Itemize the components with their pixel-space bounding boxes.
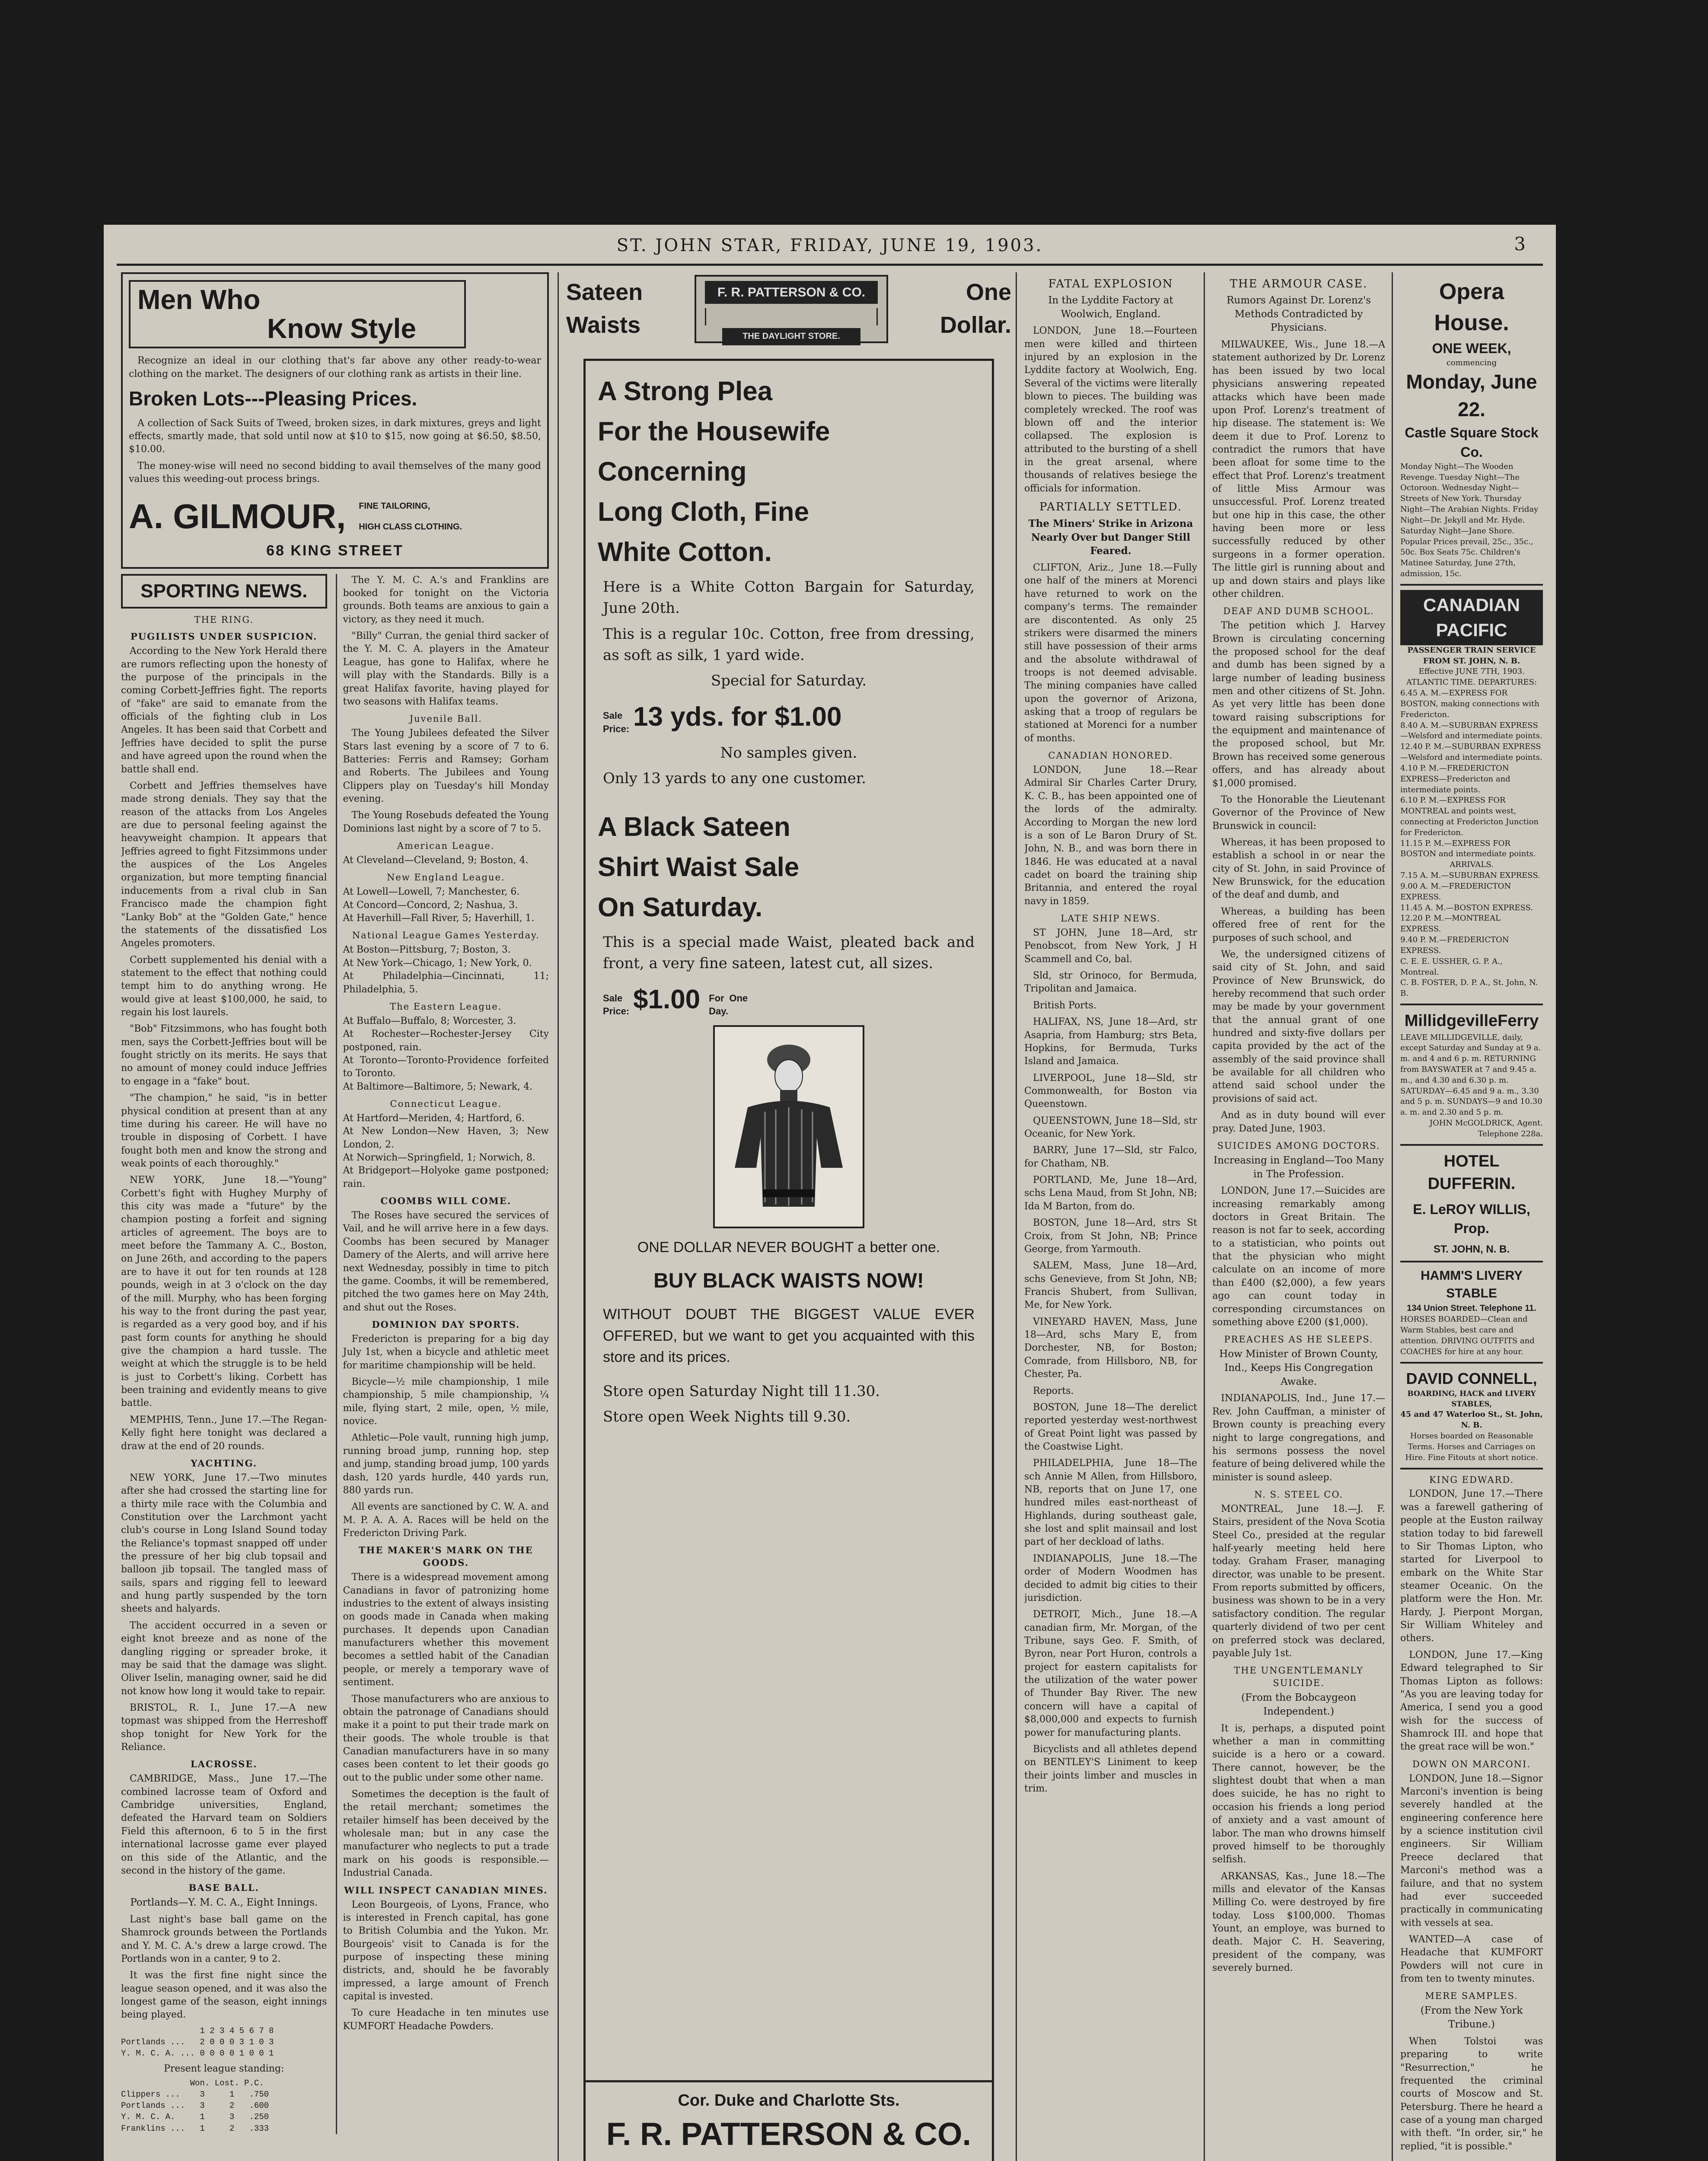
article-paragraph: NEW YORK, June 18.—"Young" Corbett's fight with Hughey Murphy of this city was made a "future" by the champion posting a forfeit and signing articles of agreement. The boys are to meet before the Tammany A. C., Boston, on June 26th, and according to the papers are to have it out for ten rounds at 128 pounds, weigh in at 3 o'clock on the day of the mill. Murphy, who has been forging his way to the front during the past year, is regarded as a very good boy, and if his past form counts for anything he should give the champion a hard tussle. The weight at which the struggle is to be held is just to Corbett's liking. Corbett has been training and evidently means to give battle.: [121, 1175, 327, 1409]
mere-head: MERE SAMPLES.: [1425, 1991, 1518, 2002]
price-note-2: For One Day.: [709, 993, 748, 1017]
hamm-ad: [1400, 1262, 1543, 1364]
result-line: At Lowell—Lowell, 7; Manchester, 6.: [343, 886, 520, 898]
result-line: At Hartford—Meriden, 4; Hartford, 6.: [343, 1112, 525, 1124]
result-line: At Cleveland—Cleveland, 9; Boston, 4.: [343, 855, 529, 866]
standing-head: Present league standing:: [164, 2063, 284, 2075]
suicide-sub: (From the Bobcaygeon Independent.): [1241, 1692, 1356, 1717]
no-samples: No samples given.: [720, 744, 857, 762]
train-departure: 12.40 P. M.—SUBURBAN EXPRESS—Welsford and intermediate points.: [1400, 742, 1542, 762]
train-departure: 11.15 P. M.—EXPRESS FOR BOSTON and intermediate points.: [1400, 838, 1536, 859]
result-line: At Haverhill—Fall River, 5; Haverhill, 1.: [343, 913, 535, 924]
wanted-para: WANTED—A case of Headache that KUMFORT Powders will not cure in from ten to twenty minutes.: [1400, 1934, 1543, 1985]
article-paragraph: We, the undersigned citizens of said city of St. John, and said Province of New Brunswick, do hereby recommend that such order may be made by your government that the annual grant of one hundred and sixty-five dollars per capita provided by the act of the assembly of the said province shall be available for all children who attend said school under the provisions of said act.: [1212, 949, 1385, 1104]
cp-effective: Effective JUNE 7TH, 1903.: [1418, 667, 1525, 676]
headline-2: [586, 807, 992, 928]
lacrosse-head: LACROSSE.: [190, 1759, 258, 1770]
article-paragraph: Corbett and Jeffries themselves have made strong denials. They say that the reason of the attacks from Los Angeles are due to personal feeling against the heavyweight champion. It appears that Jeffries agreed to fight Fitzsimmons under the auspices of the Los Angeles organization, but more tempting financial inducements from a rival club in San Francisco made the champion fight "Lanky Bob" at the "Golden Gate," hence the statements of the dissatisfied Los Angeles promoters.: [121, 780, 327, 949]
result-line: At Baltimore—Baltimore, 5; Newark, 4.: [343, 1081, 532, 1092]
suicides-para: LONDON, June 17.—Suicides are increasing remarkably among doctors in Great Britain. The reason is not far to seek, according to a statistician, who points out that the physician who might calculate on an income of more than £400 ($2,000), a few years ago can count today in corresponding circumstances on something above £200 ($1,000).: [1212, 1186, 1385, 1328]
opera-commencing: commencing: [1446, 358, 1497, 367]
ship-news-item: BOSTON, June 18—The derelict reported yesterday west-northwest of Great Point light was passed by the Coastwise Light.: [1024, 1402, 1197, 1452]
armour-para: MILWAUKEE, Wis., June 18.—A statement authorized by Dr. Lorenz has been issued by two local physicians answering repeated attacks which have been made upon Prof. Lorenz's treatment of hip disease. The statement is: We deem it due to Prof. Lorenz to contradict the rumors that have been afloat for some time to the effect that Prof. Lorenz's treatment of little Miss Armour was unsuccessful. Prof. Lorenz treated but one hip in this case, the other having been more or less successfully reduced by other surgeons in a former operation. The little girl is running about and up and down stairs and plays like other children.: [1212, 339, 1385, 599]
ship-news-item: Sld, str Orinoco, for Bermuda, Tripolitan and Jamaica.: [1024, 970, 1197, 994]
store-hours-1: Store open Saturday Night till 11.30.: [603, 1383, 880, 1400]
score-table: 1 2 3 4 5 6 7 8 Portlands ... 2 0 0 0 3 1 0 3 Y. M. C. A. ... 0 0 0 0 1 0 0 1: [121, 2026, 274, 2059]
cp-atlantic: ATLANTIC TIME. DEPARTURES:: [1406, 678, 1537, 687]
price-row-1: [603, 698, 975, 736]
juvenile-paragraphs: [343, 727, 549, 835]
ad-headline-line: White Cotton.: [598, 537, 772, 567]
ct-results: [343, 1112, 549, 1191]
masthead: ST. JOHN STAR, FRIDAY, JUNE 19, 1903.: [616, 236, 1043, 255]
ring-paragraphs: [121, 645, 327, 1453]
baseball-head: BASE BALL.: [188, 1882, 259, 1893]
ship-news-item: BARRY, June 17—Sld, str Falco, for Chatham, NB.: [1024, 1145, 1197, 1169]
without-doubt: WITHOUT DOUBT THE BIGGEST VALUE EVER OFFERED, but we want to get you acquainted with this store and its prices.: [603, 1306, 975, 1365]
dominion-head: DOMINION DAY SPORTS.: [372, 1319, 520, 1330]
train-arrival: 11.45 A. M.—BOSTON EXPRESS.: [1400, 903, 1533, 912]
connell-text: Horses boarded on Reasonable Terms. Horses and Carriages on Hire. Fine Fitouts at short notice.: [1405, 1431, 1538, 1462]
train-arrival: 12.20 P. M.—MONTREAL EXPRESS.: [1400, 914, 1501, 934]
article-paragraph: "The champion," he said, "is in better physical condition at present than at any time during his career. He will have no trouble in disposing of Corbett. I have fought both men and know the strong and weak points of each thoroughly.": [121, 1093, 327, 1169]
article-paragraph: Sometimes the deception is the fault of the retail merchant; sometimes the retailer himself has been deceived by the wholesale man; but in any case the manufacturer who neglects to put a trade mark on his goods is responsible.—Industrial Canada.: [343, 1789, 549, 1879]
article-paragraph: Whereas, it has been proposed to establish a school in or near the city of St. John, in said Province of New Brunswick, for the education of the deaf and dumb, and: [1212, 837, 1385, 901]
indy-para: INDIANAPOLIS, June 18.—The order of Modern Woodmen has decided to admit big cities to their jurisdiction.: [1024, 1553, 1197, 1603]
eastern-head: The Eastern League.: [390, 1001, 502, 1012]
article-paragraph: NEW YORK, June 17.—Two minutes after she had crossed the starting line for a thirty mile race with the Columbia and Constitution over the Larchmont yacht club's course in Long Island Sound today the Reliance's topmast snapped off under the pressure of her big club topsail and balloon jib topsail. The tangled mass of sails, spars and rigging fell to leeward and hung partly suspended by the torn sheets and halyards.: [121, 1472, 327, 1615]
cotton-body: Here is a White Cotton Bargain for Saturday, June 20th.: [603, 578, 975, 617]
article-paragraph: "Bob" Fitzsimmons, who has fought both men, says the Corbett-Jeffries bout will be fought strictly on its merits. He says that no amount of money could induce Jeffries to engage in a "fake" bout.: [121, 1023, 327, 1087]
ad-headline-line: A Strong Plea: [598, 376, 773, 406]
article-paragraph: The Young Rosebuds defeated the Young Dominions last night by a score of 7 to 5.: [343, 810, 549, 834]
ship-news-item: SALEM, Mass, June 18—Ard, schs Genevieve, from St John, NB; Francis Shubert, from Sullivan, Me, for New York.: [1024, 1260, 1197, 1311]
cp-sign-1: C. E. E. USSHER, G. P. A., Montreal.: [1400, 956, 1503, 977]
price-label-1: Sale Price:: [603, 710, 630, 734]
ferry-title: MillidgevilleFerry: [1404, 1012, 1539, 1030]
result-line: At Buffalo—Buffalo, 8; Worcester, 3.: [343, 1015, 516, 1026]
article-paragraph: Athletic—Pole vault, running high jump, running broad jump, running hop, step and jump, standing broad jump, 100 yards dash, 120 yards hurdle, 440 yards run, 880 yards run.: [343, 1432, 549, 1496]
ad-body-1: A collection of Sack Suits of Tweed, broken sizes, in dark mixtures, greys and light effects, smartly made, that sold until now at $10 to $15, now going at $6.50, $8.50, $10.00.: [129, 418, 541, 455]
result-line: At Norwich—Springfield, 1; Norwich, 8.: [343, 1152, 535, 1163]
logo-building-icon: [705, 308, 878, 325]
train-departure: 6.45 A. M.—EXPRESS FOR BOSTON, making connections with Fredericton.: [1400, 688, 1539, 719]
hamm-title: HAMM'S LIVERY STABLE: [1420, 1269, 1523, 1301]
article-paragraph: "Billy" Curran, the genial third sacker of the Y. M. C. A. players in the Amateur League, has gone to Halifax, where he will play with the Standards. Billy is a great Halifax favorite, having played for two seasons with Halifax teams.: [343, 631, 549, 707]
cotton-special: Special for Saturday.: [711, 672, 867, 690]
article-paragraph: CAMBRIDGE, Mass., June 17.—The combined lacrosse team of Oxford and Cambridge universities, England, defeated the Harvard team on Soldiers Field this afternoon, 6 to 5 in the first international lacrosse game ever played on this side of the Atlantic, and the second in the history of the game.: [121, 1773, 327, 1876]
steel-para: MONTREAL, June 18.—J. F. Stairs, president of the Nova Scotia Steel Co., presided at the regular half-yearly meeting held here today. Graham Fraser, managing director, was unable to be present. From reports submitted by officers, business was shown to be in a very satisfactory condition. The regular quarterly dividend of two per cent on preferred stock was declared, payable July 1st.: [1212, 1503, 1385, 1659]
detroit-para: DETROIT, Mich., June 18.—A canadian firm, Mr. Morgan, of the Tribune, says Geo. F. Smith, of Byron, near Port Huron, controls a project for eastern capitalists for the utilization of the water power of Thunder Bay River. The new concern will have a capital of $8,000,000 and expects to furnish power for manufacturing plants.: [1024, 1609, 1197, 1738]
train-departure: 4.10 P. M.—FREDERICTON EXPRESS—Fredericton and intermediate points.: [1400, 763, 1510, 794]
settled-sub: The Miners' Strike in Arizona Nearly Over but Danger Still Feared.: [1028, 517, 1193, 557]
explosion-para: LONDON, June 18.—Fourteen men were killed and thirteen injured by an explosion in the Lyddite factory at Woolwich, Eng. Several of the victims were literally blown to pieces. The building was completely wrecked. The roof was blown off and the interior collapsed. The explosion is attributed to the bursting of a shell in the great arsenal, where thousands of relatives besiege the officials for information.: [1024, 325, 1197, 494]
arkansas-para: ARKANSAS, Kas., June 18.—The mills and elevator of the Kansas Milling Co. were destroyed by fire today. Loss $100,000. Thomas Yount, an employe, was burned to death. Major C. H. Seavering, president of the company, was severely burned.: [1212, 1871, 1385, 1974]
ship-news-item: Reports.: [1033, 1385, 1074, 1396]
suicide-para: It is, perhaps, a disputed point whether a man in committing suicide is a hero or a coward. There cannot, however, be the slightest doubt that when a man does suicide, he has no right to occasion his friends a long period of anxiety and a vast amount of labor. The man who drowns himself proved himself to be thoroughly selfish.: [1212, 1723, 1385, 1865]
preaches-head: PREACHES AS HE SLEEPS.: [1224, 1334, 1373, 1345]
patterson-ad-box: [583, 359, 994, 2161]
ring-sub: PUGILISTS UNDER SUSPICION.: [131, 631, 318, 642]
ad-top-left: [566, 276, 643, 341]
dufferin-name: E. LeROY WILLIS, Prop.: [1413, 1201, 1530, 1236]
top-rule: [117, 264, 1543, 266]
ferry-sign: JOHN McGOLDRICK, Agent. Telephone 228a.: [1429, 1119, 1543, 1138]
article-paragraph: And as in duty bound will ever pray. Dated June, 1903.: [1212, 1110, 1385, 1134]
makers-paragraphs: [343, 1571, 549, 1880]
only-13: Only 13 yards to any one customer.: [603, 770, 867, 787]
ad-tag-2: HIGH CLASS CLOTHING.: [359, 522, 462, 532]
result-line: At Rochester—Rochester-Jersey City postponed, rain.: [343, 1029, 549, 1053]
ferry-ad: [1400, 1005, 1543, 1146]
bicyclists-para: Bicyclists and all athletes depend on BENTLEY'S Liniment to keep their joints limber and muscles in trim.: [1024, 1743, 1197, 1794]
ad-top-left-2: Waists: [566, 312, 641, 338]
ad-headline: Broken Lots---Pleasing Prices.: [129, 387, 417, 410]
cotton-body-2: This is a regular 10c. Cotton, free from dressing, as soft as silk, 1 yard wide.: [603, 625, 975, 664]
ct-head: Connecticut League.: [390, 1099, 502, 1109]
ship-news-item: PORTLAND, Me, June 18—Ard, schs Lena Maud, from St John, NB; Ida M Barton, from do.: [1024, 1175, 1197, 1212]
headache-cure: To cure Headache in ten minutes use KUMFORT Headache Powders.: [343, 2008, 549, 2032]
preaches-sub: How Minister of Brown County, Ind., Keeps His Congregation Awake.: [1219, 1348, 1378, 1387]
baseball-paragraphs: [121, 1913, 327, 2022]
price-label-2: Sale Price:: [603, 993, 630, 1017]
gilmour-ad: [121, 272, 549, 569]
article-paragraph: MEMPHIS, Tenn., June 17.—The Regan-Kelly fight here tonight was declared a draw at the end of 20 rounds.: [121, 1414, 327, 1452]
train-departure: 6.10 P. M.—EXPRESS FOR MONTREAL and points west, connecting at Fredericton Junction for Fredericton.: [1400, 796, 1539, 837]
ad-top-left-1: Sateen: [566, 279, 643, 306]
ad-body-2: The money-wise will need no second bidding to avail themselves of the many good values this weeding-out process brings.: [129, 460, 541, 484]
ad-headline-line: Long Cloth, Fine: [598, 497, 809, 527]
left-columns: [121, 272, 549, 2161]
train-arrival: 9.40 P. M.—FREDERICTON EXPRESS.: [1400, 935, 1509, 955]
column-4: [1024, 272, 1197, 2161]
king-para: LONDON, June 17.—There was a farewell gathering of people at the Euston railway station today to bid farewell to Sir Thomas Lipton, who started for Liverpool to embark on the White Star steamer Oceanic. On the platform were the Hon. Mr. Hardy, J. Pierpont Morgan, Sir William Whiteley and others.: [1400, 1488, 1543, 1644]
coombs-head: COOMBS WILL COME.: [380, 1195, 512, 1207]
price-1: 13 yds. for $1.00: [633, 702, 842, 732]
national-results: [343, 943, 549, 996]
result-line: At New London—New Haven, 3; New London, 2.: [343, 1126, 549, 1150]
ad-merchant-name: A. GILMOUR,: [129, 497, 346, 536]
explosion-sub: In the Lyddite Factory at Woolwich, England.: [1048, 294, 1173, 320]
column-rule-2: [1016, 272, 1017, 2161]
lacrosse-paragraphs: [121, 1772, 327, 1877]
train-departure: 8.40 A. M.—SUBURBAN EXPRESS—Welsford and intermediate points.: [1400, 720, 1542, 741]
patterson-header: [566, 272, 1011, 346]
cp-arrivals: ARRIVALS.: [1450, 860, 1494, 870]
cp-sub: PASSENGER TRAIN SERVICE FROM ST. JOHN, N. B.: [1407, 645, 1536, 666]
sporting-header: SPORTING NEWS.: [140, 580, 308, 602]
result-line: At Bridgeport—Holyoke game postponed; rain.: [343, 1165, 549, 1189]
never-bought: ONE DOLLAR NEVER BOUGHT a better one.: [637, 1239, 940, 1256]
ad-top-right-2: Dollar.: [940, 312, 1011, 338]
ad-tag-1: FINE TAILORING,: [359, 501, 430, 511]
ad-title-box: [129, 280, 466, 348]
cp-ad: [1400, 586, 1543, 1005]
opera-sub: ONE WEEK,: [1432, 340, 1511, 356]
explosion-head: FATAL EXPLOSION: [1048, 277, 1173, 290]
cp-title: CANADIAN PACIFIC: [1400, 590, 1543, 645]
settled-head: PARTIALLY SETTLED.: [1039, 500, 1182, 514]
ring-head: THE RING.: [194, 615, 254, 625]
ad-intro: Recognize an ideal in our clothing that's far above any other ready-to-wear clothing on the market. The designers of our clothing rank as artists in their line.: [129, 355, 541, 379]
ad-name-row: [129, 493, 541, 540]
mere-sub: (From the New York Tribune.): [1420, 2005, 1523, 2030]
column-5: [1212, 272, 1385, 2161]
newspaper-page: [104, 225, 1556, 2161]
ad-address: 68 KING STREET: [266, 542, 404, 559]
ad-headline-line: On Saturday.: [598, 892, 763, 922]
result-line: At New York—Chicago, 1; New York, 0.: [343, 957, 532, 969]
american-head: American League.: [397, 841, 495, 851]
yacht-head: YACHTING.: [191, 1457, 258, 1469]
ship-news-item: British Ports.: [1033, 1000, 1096, 1011]
deaf-paragraphs: [1212, 619, 1385, 1135]
dominion-paragraphs: [343, 1333, 549, 1540]
article-paragraph: Corbett supplemented his denial with a statement to the effect that nothing could tempt him to do anything wrong. He would give at least $100,000, he said, to regain his lost laurels.: [121, 954, 327, 1018]
king-para-2: LONDON, June 17.—King Edward telegraphed to Sir Thomas Lipton as follows: "As you are leaving today for America, I send you a good wish for the success of Shamrock III. and hope that the great race will be won.": [1400, 1649, 1543, 1753]
ne-head: New England League.: [386, 872, 505, 883]
ship-news-item: ST JOHN, June 18—Ard, str Penobscot, from New York, J H Scammell and Co, bal.: [1024, 928, 1197, 965]
article-paragraph: The Y. M. C. A.'s and Franklins are booked for tonight on the Victoria grounds. Both teams are anxious to gain a victory, as they need it much.: [343, 574, 549, 625]
ad-title-line2: Know Style: [267, 313, 416, 344]
result-line: At Toronto—Toronto-Providence forfeited to Toronto.: [343, 1055, 549, 1079]
connell-title: DAVID CONNELL,: [1406, 1369, 1537, 1387]
cp-departures: [1400, 688, 1543, 860]
patterson-footer: [586, 2080, 992, 2161]
ad-title-line1: Men Who: [137, 284, 261, 315]
sporting-header-box: [121, 574, 327, 609]
standing-table: Won. Lost. P.C. Clippers ... 3 1 .750 Portlands ... 3 2 .600 Y. M. C. A. 1 3 .250 Franklins ... 1 2 .333: [121, 2078, 269, 2133]
article-paragraph: Bicycle—½ mile championship, 1 mile championship, 5 mile championship, ¼ mile, flying start, 2 mile, open, ½ mile, novice.: [343, 1377, 549, 1427]
column-rule-4: [1392, 272, 1393, 2161]
article-paragraph: The accident occurred in a seven or eight knot breeze and as none of the dangling rigging or spreader broke, it may be said that the damage was slight. Oliver Iselin, managing owner, said he did not know how long it would take to repair.: [121, 1620, 327, 1697]
ship-news-item: PHILADELPHIA, June 18—The sch Annie M Allen, from Hillsboro, NB, reports that on June 17, one hundred miles east-northeast of Highlands, during southeast gale, she lost and split mainsail and lost part of her deckload of laths.: [1024, 1458, 1197, 1548]
honored-para: LONDON, June 18.—Rear Admiral Sir Charles Carter Drury, K. C. B., has been appointed one of the lords of the admiralty. According to Morgan the new lord is a son of Le Baron Drury of St. John, N. B., and was born there in 1846. He was educated at a naval cadet on board the training ship Britannia, and entered the royal navy in 1859.: [1024, 765, 1197, 907]
price-row-2: [603, 981, 975, 1018]
footer-streets: Cor. Duke and Charlotte Sts.: [678, 2091, 900, 2110]
article-paragraph: There is a widespread movement among Canadians in favor of patronizing home industries to the extent of always insisting on goods made in Canada when making purchases. It depends upon Canadian manufacturers whether this movement becomes a settled habit of the Canadian people, or merely a temporary wave of sentiment.: [343, 1572, 549, 1688]
ship-news-item: QUEENSTOWN, June 18—Sld, str Oceanic, for New York.: [1024, 1115, 1197, 1140]
armour-sub: Rumors Against Dr. Lorenz's Methods Contradicted by Physicians.: [1227, 294, 1371, 334]
ship-head: LATE SHIP NEWS.: [1061, 913, 1161, 924]
patterson-column: [566, 272, 1011, 2161]
article-paragraph: The Young Jubilees defeated the Silver Stars last evening by a score of 7 to 6. Batteries: Ferris and Ramsey; Gorham and Roberts. The Jubilees and Young Clippers play on Tuesday's hill Monday evening.: [343, 728, 549, 805]
ship-paragraphs: [1024, 927, 1197, 1549]
ad-headline-line: Concerning: [598, 457, 747, 487]
logo-name: F. R. PATTERSON & CO.: [705, 281, 878, 304]
headline-1: [586, 371, 992, 572]
article-paragraph: Fredericton is preparing for a big day July 1st, when a bicycle and athletic meet for maritime championship will be held.: [343, 1333, 549, 1371]
dufferin-city: ST. JOHN, N. B.: [1433, 1243, 1510, 1255]
sporting-col-1: [121, 574, 327, 2134]
shirtwaist-illustration: [713, 1025, 864, 1228]
column-rule-3: [1204, 272, 1205, 2161]
cp-arrival-lines: [1400, 870, 1543, 956]
result-line: At Concord—Concord, 2; Nashua, 3.: [343, 899, 518, 911]
hamm-addr: 134 Union Street. Telephone 11.: [1407, 1303, 1536, 1313]
juvenile-head: Juvenile Ball.: [409, 714, 482, 724]
opera-ad: [1400, 272, 1543, 586]
opera-repertoire: Monday Night—The Wooden Revenge. Tuesday Night—The Octoroon. Wednesday Night—Streets of New York. Thursday Night—The Arabian Nights. Friday Night—Dr. Jekyll and Mr. Hyde. Saturday Night—Jane Shore.: [1400, 462, 1539, 535]
ad-headline-line: For the Housewife: [598, 417, 830, 446]
baseball-sub: Portlands—Y. M. C. A., Eight Innings.: [130, 1897, 318, 1909]
sporting-col2-paragraphs: [343, 574, 549, 709]
suicide-head: THE UNGENTLEMANLY SUICIDE.: [1234, 1665, 1364, 1689]
dufferin-title: HOTEL DUFFERIN.: [1428, 1152, 1516, 1193]
national-head: National League Games Yesterday.: [352, 930, 540, 941]
eastern-results: [343, 1015, 549, 1093]
ship-news-item: HALIFAX, NS, June 18—Ard, str Asapria, from Hamburg; strs Beta, Hopkins, for Bermuda, Turks Island and Jamaica.: [1024, 1017, 1197, 1067]
connell-sub: BOARDING, HACK and LIVERY STABLES,: [1407, 1390, 1536, 1409]
steel-head: N. S. STEEL CO.: [1254, 1489, 1343, 1500]
result-line: At Philadelphia—Cincinnati, 11; Philadelphia, 5.: [343, 971, 549, 995]
ne-results: [343, 886, 549, 925]
article-paragraph: Whereas, a building has been offered free of rent for the purposes of such school, and: [1212, 906, 1385, 943]
column-6: [1400, 272, 1543, 2161]
article-paragraph: It was the first fine night since the league season opened, and it was also the longest game of the season, eight innings being played.: [121, 1970, 327, 2021]
article-paragraph: BRISTOL, R. I., June 17.—A new topmast was shipped from the Herreshoff shop tonight for New York for the Reliance.: [121, 1702, 327, 1753]
article-paragraph: Last night's base ball game on the Shamrock grounds between the Portlands and Y. M. C. A.'s drew a large crowd. The Portlands won in a canter, 9 to 2.: [121, 1914, 327, 1965]
marconi-head: DOWN ON MARCONI.: [1412, 1759, 1531, 1769]
ad-top-right-1: One: [966, 279, 1011, 306]
opera-prices: Popular Prices prevail, 25c., 35c., 50c. Box Seats 75c. Children's Matinee Saturday, June 27th, admission, 15c.: [1400, 537, 1533, 579]
settled-para: CLIFTON, Ariz., June 18.—Fully one half of the miners at Morenci have returned to work on the company's terms. The remainder are discontented. As only 25 strikers were disarmed the miners still have possession of their arms and the absolute withdrawal of troops is not deemed advisable. The mining companies have called upon the governor of Arizona, asking that a troop of regulars be stationed at Morenci for a number of months.: [1024, 562, 1197, 744]
ferry-text: LEAVE MILLIDGEVILLE, daily, except Saturday and Sunday at 9 a. m. and 4 and 6 p. m. RETURNING from BAYSWATER at 7 and 9.45 a. m., and 4.30 and 6.30 p. m. SATURDAY—6.45 and 9 a. m., 3.30 and 5 p. m. SUNDAYS—9 and 10.30 a. m. and 2.30 and 5 p. m.: [1400, 1033, 1542, 1117]
suicides-head: SUICIDES AMONG DOCTORS.: [1217, 1140, 1380, 1151]
article-paragraph: The petition which J. Harvey Brown is circulating concerning the proposed school for the deaf and dumb has been signed by a large number of leading business men and other citizens of St. John. As yet very little has been done toward raising subscriptions for the equipment and maintenance of the proposed school, but Mr. Brown has received some generous offers, and has already about $1,000 promised.: [1212, 620, 1385, 789]
opera-date: Monday, June 22.: [1406, 370, 1537, 421]
ship-news-item: BOSTON, June 18—Ard, strs St Croix, from St John, NB; Prince George, from Yarmouth.: [1024, 1218, 1197, 1255]
ship-news-item: LIVERPOOL, June 18—Sld, str Commonwealth, for Boston via Queenstown.: [1024, 1072, 1197, 1110]
american-results: [343, 854, 549, 867]
coombs-para: The Roses have secured the services of Vail, and he will arrive here in a few days. Coombs has been secured by Manager Damery of the Alerts, and will arrive here next Wednesday, possibly in time to pitch the game. Coombs, it will be remembered, pitched the two games here on May 24th, and shut out the Roses.: [343, 1210, 549, 1313]
ad-headline-line: Shirt Waist Sale: [598, 852, 800, 882]
makers-head: THE MAKER'S MARK ON THE GOODS.: [358, 1545, 533, 1568]
opera-title: Opera House.: [1434, 279, 1509, 335]
result-line: At Boston—Pittsburg, 7; Boston, 3.: [343, 944, 511, 956]
ship-news-item: VINEYARD HAVEN, Mass, June 18—Ard, schs Mary E, from Dorchester, NB, for Boston; Comrade, from Hillsboro, NB, for Chester, Pa.: [1024, 1316, 1197, 1380]
price-2: $1.00: [633, 985, 701, 1015]
ad-headline-line: A Black Sateen: [598, 812, 790, 842]
article-paragraph: Those manufacturers who are anxious to obtain the patronage of Canadians should make it a point to put their trade mark on their goods. The whole trouble is that Canadian manufacturers have in so many cases been content to let their goods go out to the public under some other name.: [343, 1693, 549, 1783]
logo-sub: THE DAYLIGHT STORE.: [722, 328, 860, 345]
connell-ad: [1400, 1364, 1543, 1469]
hamm-text: HORSES BOARDED—Clean and Warm Stables, best care and attention. DRIVING OUTFITS and COACHES for hire at any hour.: [1400, 1315, 1535, 1356]
deaf-head: DEAF AND DUMB SCHOOL.: [1223, 606, 1374, 617]
honored-head: CANADIAN HONORED.: [1048, 750, 1173, 761]
mines-head: WILL INSPECT CANADIAN MINES.: [344, 1884, 548, 1896]
connell-addr: 45 and 47 Waterloo St., St. John, N. B.: [1400, 1410, 1543, 1430]
mines-para: Leon Bourgeois, of Lyons, France, who is interested in French capital, has gone to British Columbia and the Yukon. Mr. Bourgeois' visit to Canada is for the purpose of inspecting these mining districts, and, should he be favorably impressed, a large amount of French capital is invested.: [343, 1899, 549, 2002]
ad-top-right: [940, 276, 1011, 341]
cp-sign-2: C. B. FOSTER, D. P. A., St. John, N. B.: [1400, 978, 1538, 998]
column-rule-1: [558, 272, 559, 2161]
yacht-paragraphs: [121, 1472, 327, 1754]
sporting-columns: [121, 574, 549, 2134]
opera-company: Castle Square Stock Co.: [1405, 425, 1539, 460]
waist-body: This is a special made Waist, pleated back and front, a very fine sateen, latest cut, all sizes.: [603, 933, 975, 972]
preaches-para: INDIANAPOLIS, Ind., June 17.—Rev. John Cauffman, a minister of Brown county is preaching every night to large congregations, and his sermons possess the novel feature of being delivered while the minister is sound asleep.: [1212, 1393, 1385, 1483]
article-paragraph: To the Honorable the Lieutenant Governor of the Province of New Brunswick in council:: [1212, 794, 1385, 832]
article-paragraph: According to the New York Herald there are rumors reflecting upon the honesty of the purpose of the principals in the coming Corbett-Jeffries fight. The reports of "fake" are said to emanate from the officials of the fighting club in Los Angeles. It has been said that Corbett and Jeffries have decided to split the purse and have agreed upon the round when the battle shall end.: [121, 646, 327, 775]
marconi-para: LONDON, June 18.—Signor Marconi's invention is being severely handled at the engineering conference here by a science institution civil engineers. Sir William Preece declared that Marconi's method was a failure, and that no system had ever succeeded practically in communicating with vessels at sea.: [1400, 1773, 1543, 1928]
buy-now: BUY BLACK WAISTS NOW!: [653, 1269, 924, 1293]
mere-para: When Tolstoi was preparing to write "Resurrection," he frequented the criminal courts of Moscow and St. Petersburg. There he heard a case of a young man charged with theft. "In order, sir," he replied, "it is possible.": [1400, 2036, 1543, 2152]
suicides-sub: Increasing in England—Too Many in The Profession.: [1213, 1154, 1384, 1180]
armour-head: THE ARMOUR CASE.: [1230, 277, 1368, 290]
ad-tags: [359, 500, 462, 533]
king-head: KING EDWARD.: [1429, 1474, 1514, 1485]
store-hours-2: Store open Week Nights till 9.30.: [603, 1408, 851, 1426]
patterson-logo: [695, 275, 888, 343]
dufferin-ad: [1400, 1146, 1543, 1262]
page-number: 3: [1514, 233, 1526, 255]
train-arrival: 9.00 A. M.—FREDERICTON EXPRESS.: [1400, 881, 1511, 902]
article-paragraph: All events are sanctioned by C. W. A. and M. P. A. A. A. Races will be held on the Fredericton Driving Park.: [343, 1501, 549, 1539]
train-arrival: 7.15 A. M.—SUBURBAN EXPRESS.: [1400, 871, 1540, 880]
footer-name: F. R. PATTERSON & CO.: [606, 2116, 972, 2152]
sporting-col-2: [336, 574, 549, 2134]
